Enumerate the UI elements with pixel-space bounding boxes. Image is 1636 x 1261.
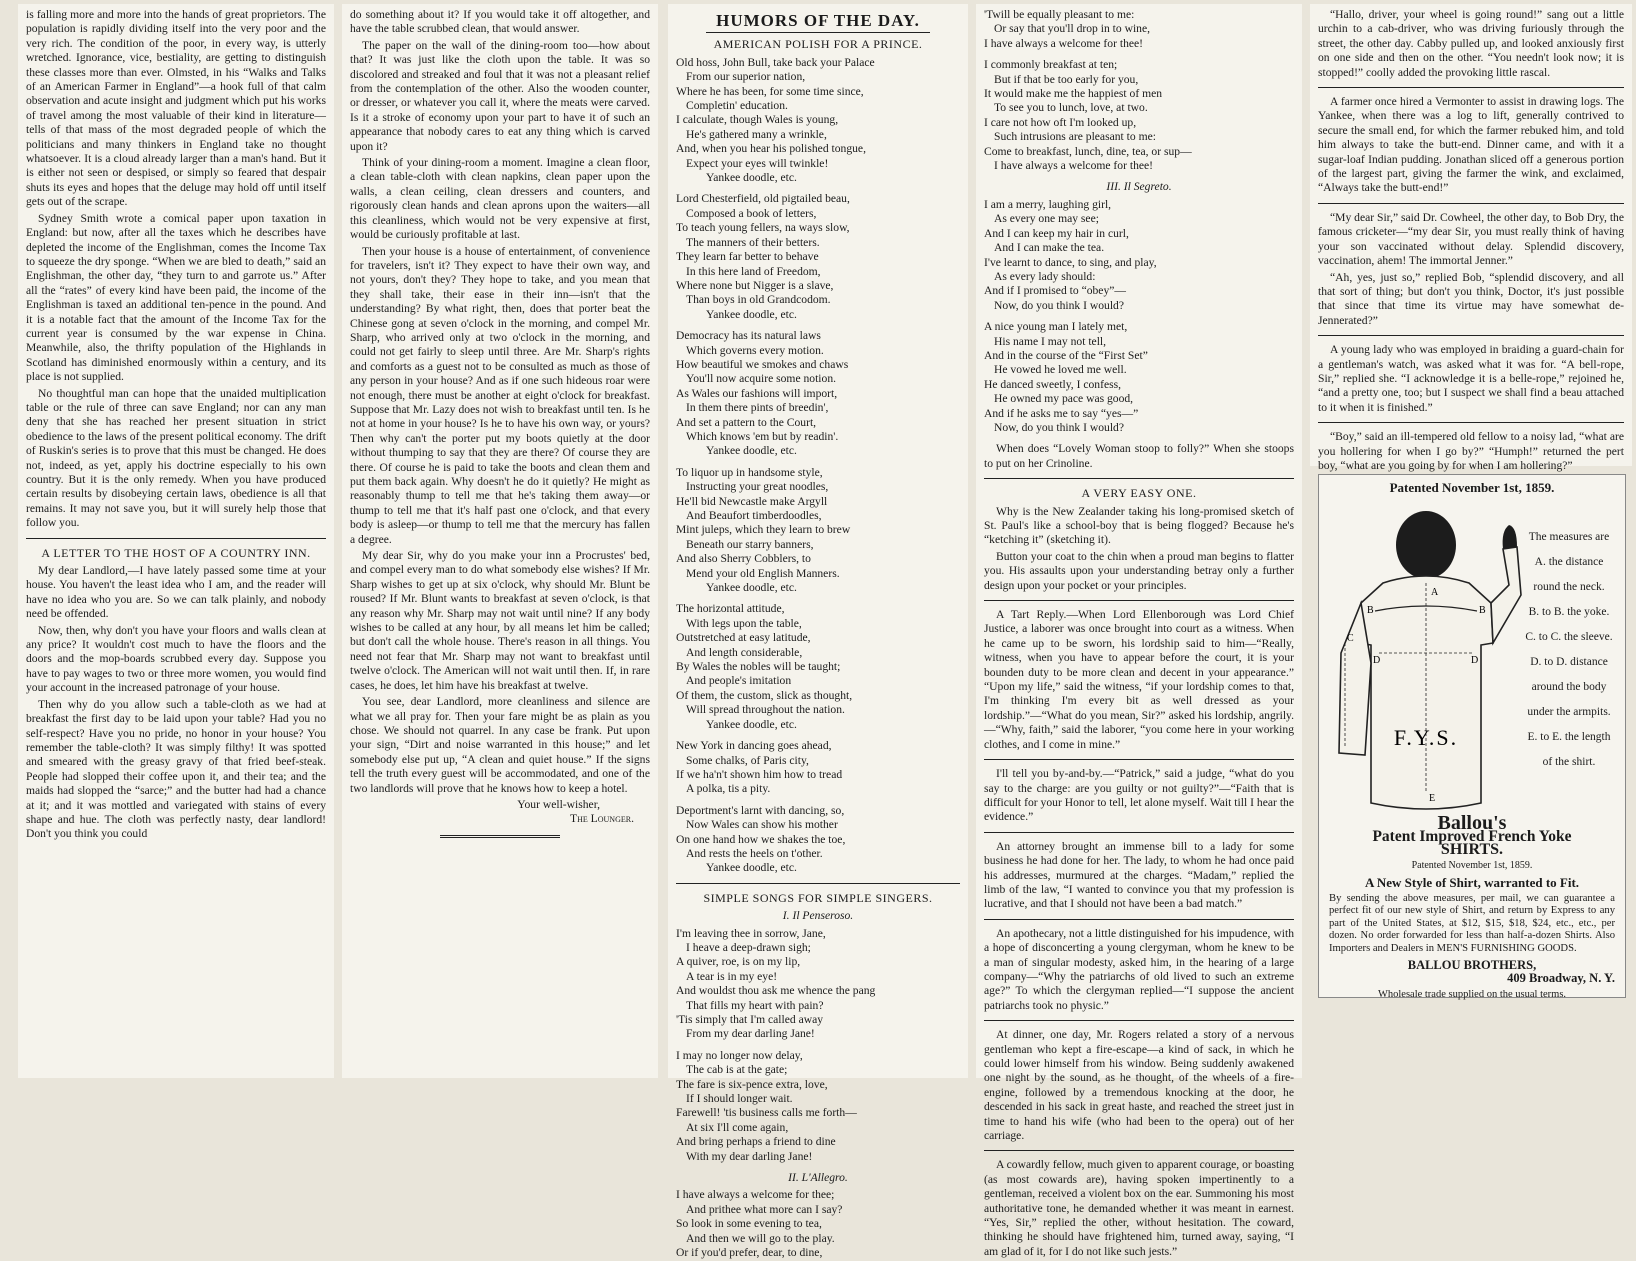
- ad-patent-small: Patented November 1st, 1859.: [1411, 860, 1533, 871]
- poem-line: Now Wales can show his mother: [686, 818, 838, 832]
- poem-line: The horizontal attitude,: [676, 602, 785, 616]
- poem-line: And length considerable,: [686, 645, 803, 659]
- ad-company: BALLOU BROTHERS,: [1407, 958, 1537, 973]
- poem-line: The manners of their betters.: [686, 235, 820, 249]
- poem-line: To see you to lunch, love, at two.: [994, 101, 1148, 115]
- stanza: [984, 58, 1294, 173]
- poem-line: Mint juleps, which they learn to brew: [676, 523, 851, 537]
- divider: [440, 835, 560, 838]
- poem-line: With legs upon the table,: [686, 616, 802, 630]
- poem-line: And rests the heels on t'other.: [686, 846, 823, 860]
- article-heading: A VERY EASY ONE.: [1081, 486, 1197, 501]
- poem-line: A tear is in my eye!: [686, 969, 778, 983]
- poem-line: And bring perhaps a friend to dine: [676, 1135, 836, 1149]
- song-subtitle: II. L'Allegro.: [788, 1171, 848, 1185]
- poem-line: With my dear darling Jane!: [686, 1149, 813, 1163]
- stanza: [676, 466, 960, 596]
- stanza: [676, 56, 960, 186]
- poem-stanzas: [676, 1188, 960, 1260]
- paragraph: My dear Landlord,—I have lately passed some time at your house. You haven't the least idea who I am, and the reader will have no idea who you are. So we can talk plainly, and nobody need be offended.: [26, 564, 326, 621]
- divider: [984, 478, 1294, 479]
- paragraph: Button your coat to the chin when a proud man begins to flatter you. His assaults upon your understanding betray only a further design upon your pocket or your principles.: [984, 549, 1294, 592]
- poem-line: And also Sherry Cobblers, to: [676, 552, 811, 566]
- poem-line: Such intrusions are pleasant to me:: [994, 130, 1156, 144]
- poem-line: The cab is at the gate;: [686, 1063, 788, 1077]
- poem-line: I may no longer now delay,: [676, 1048, 803, 1062]
- poem-line: Democracy has its natural laws: [676, 329, 821, 343]
- poem-line: He owned my pace was good,: [994, 392, 1134, 406]
- paragraph: You see, dear Landlord, more cleanliness and silence are what we all pray for. Then your fare might be as plain as you chose. We should not quarrel. In any case be frank. Put upon your sign, “Dirt and noise warranted in this house;” and let somebody else put up, “A clean and quiet house.” If the signs tell the truth every guest will be accommodated, and one of the two landlords will prove that he knows how to keep a hotel.: [350, 695, 650, 795]
- paragraph: A young lady who was employed in braiding a guard-chain for a gentleman's watch, was asked what it was for. “A bell-rope, Sir,” replied she. “I acknowledge it is a belle-rope,” rejoined he, “and a pretty one, too; but I suspect we shall find a beau attached to it when it is finished.”: [1318, 343, 1624, 414]
- divider: [984, 600, 1294, 601]
- poem-line: Yankee doodle, etc.: [706, 581, 797, 595]
- ad-wholesale: Wholesale trade supplied on the usual terms.: [1377, 989, 1567, 1001]
- poem-line: And Beaufort timberdoodles,: [686, 509, 822, 522]
- poem-line: I calculate, though Wales is young,: [676, 113, 839, 127]
- poem-line: He danced sweetly, I confess,: [984, 377, 1122, 391]
- poem-line: Old hoss, John Bull, take back your Palace: [676, 55, 875, 69]
- divider: [984, 919, 1294, 920]
- measure-line: The measures are: [1528, 531, 1610, 543]
- shirt-letter-c: C: [1347, 633, 1354, 644]
- poem-line: They learn far better to behave: [676, 250, 819, 264]
- poem-line: Or say that you'll drop in to wine,: [994, 22, 1151, 36]
- stanza: [984, 8, 1294, 51]
- poem-line: Where none but Nigger is a slave,: [676, 278, 834, 292]
- poem-line: I heave a deep-drawn sigh;: [686, 940, 811, 954]
- poem-line: I commonly breakfast at ten;: [984, 58, 1118, 72]
- poem-line: And, when you hear his polished tongue,: [676, 142, 866, 156]
- closing: Your well-wisher,: [517, 797, 600, 811]
- poem-line: And wouldst thou ask me whence the pang: [676, 984, 876, 998]
- stanza: [676, 739, 960, 797]
- poem-line: Of them, the custom, slick as thought,: [676, 688, 853, 702]
- poem-line: Or if you'd prefer, dear, to dine,: [676, 1246, 823, 1260]
- poem-line: If we ha'n't shown him how to tread: [676, 767, 843, 781]
- poem-line: Some chalks, of Paris city,: [686, 753, 809, 767]
- column-1: [18, 4, 334, 1078]
- poem-line: I have always a welcome for thee!: [994, 159, 1154, 173]
- ad-patent-date: Patented November 1st, 1859.: [1389, 480, 1555, 495]
- poem-line: Yankee doodle, etc.: [706, 307, 797, 321]
- poem-line: I've learnt to dance, to sing, and play,: [984, 255, 1157, 269]
- poem-line: That fills my heart with pain?: [686, 998, 824, 1012]
- poem-line: Will spread throughout the nation.: [686, 703, 845, 717]
- poem-line: And if I promised to “obey”—: [984, 284, 1126, 298]
- poem-line: He'll bid Newcastle make Argyll: [676, 494, 828, 508]
- poem-line: On one hand how we shakes the toe,: [676, 832, 846, 846]
- paragraph: A cowardly fellow, much given to apparent courage, or boasting (as most cowards are), having spoken impertinently to a gentleman, received a violent box on the ear. Summoning his most authoritative tone, he demanded whether it was meant in earnest. “Yes, Sir,” replied the other, without hesitation. The coward, thinking he should have frightened him, turned away, saying, “I am glad of it, for I do not like such jests.”: [984, 1158, 1294, 1258]
- poem-line: Completin' education.: [686, 99, 788, 113]
- measure-line: D. to D. distance: [1530, 656, 1608, 668]
- poem-line: And if he asks me to say “yes—”: [984, 406, 1139, 420]
- poem-line: If I should longer wait.: [686, 1092, 793, 1106]
- poem-line: Yankee doodle, etc.: [706, 861, 797, 875]
- poem-line: To teach young fellers, na ways slow,: [676, 221, 850, 235]
- poem-line: As every one may see;: [994, 212, 1099, 226]
- poem-line: A nice young man I lately met,: [984, 320, 1128, 334]
- divider: [984, 1020, 1294, 1021]
- paragraph: I'll tell you by-and-by.—“Patrick,” said a judge, “what do you say to the charge: are you guilty or not guilty?”—“Faith that is difficult for your Honor to tell, let alone myself. Wait till I hear the evidence.”: [984, 767, 1294, 824]
- paragraph: “Hallo, driver, your wheel is going round!” sang out a little urchin to a cab-driver, who was driving furiously through the street, the other day. Cabby pulled up, and looked anxiously first on one side and then on the other. “You needn't look now; it is stopped!” coolly added the provoking little rascal.: [1318, 8, 1624, 79]
- stanza: [676, 1049, 960, 1164]
- poem-line: His name I may not tell,: [994, 334, 1107, 348]
- divider: [1318, 422, 1624, 423]
- song-subtitle: I. Il Penseroso.: [782, 909, 854, 923]
- poem-line: I am a merry, laughing girl,: [984, 197, 1112, 211]
- poem-line: As Wales our fashions will import,: [676, 386, 838, 400]
- poem-line: You'll now acquire some notion.: [686, 372, 837, 386]
- poem-line: I have always a welcome for thee;: [676, 1188, 835, 1202]
- stanza: [676, 602, 960, 732]
- poem-line: I have always a welcome for thee!: [984, 36, 1144, 50]
- poem-line: Composed a book of letters,: [686, 206, 817, 220]
- paragraph: No thoughtful man can hope that the unaided multiplication table or the rule of three can save England; nor can any man deny that she has reached her present situation in strict obedience to the laws of the present political economy. The drift of Ruskin's series is to prove that this must be changed. He does not, indeed, as yet, apply his doctrine especially to his own country. But it is the only remedy. When you have produced certain results by disobeying certain laws, obedience is all that remains. It may not save you, but it will surely help those that follow you.: [26, 386, 326, 530]
- poem-line: But if that be too early for you,: [994, 72, 1139, 86]
- shirt-letter-b: B: [1367, 605, 1374, 616]
- paragraph: Then your house is a house of entertainment, of convenience for travelers, isn't it? They expect to have their own way, and not yours, don't they? They hope to take, and you mean that they shall take, their ease in their inn—isn't that the understanding? By what right, then, does that porter beat the Chinese gong at seven o'clock in the morning, and compel Mr. Sharp, who arrived only at two o'clock in the morning, and could not get fairly to sleep until three. Are Mr. Sharp's rights and comforts as a guest not to be consulted as much as those of any person in your house? And as if one such hideous roar were not enough, there must be another at eight o'clock for breakfast. Suppose that Mr. Lazy does not wish to breakfast until ten. Is he not at home in your house? Is he to have his own way, or yours? Then why can't the porter put my boots quietly at the door without thumping to say that they are there? Of course they are there. Of course he is paid to take the boots and clean them and put them back again. Why doesn't he do it quietly? He might as reasonably thump to tell me that he's taking them away—or thump to tell me that it's half past one o'clock, and that every body is asleep—or thump to tell me that the mercury has fallen a degree.: [350, 244, 650, 546]
- signature: The Lounger.: [570, 812, 634, 826]
- paragraph: Think of your dining-room a moment. Imagine a clean floor, a clean table-cloth with clean napkins, clean paper upon the walls, a clean ceiling, clean dressers and counters, and rigorously clean hands and clean aprons upon the waiters—all this cleanliness, which would not be very expensive at first, would be curiously profitable at last.: [350, 156, 650, 242]
- paragraph: “My dear Sir,” said Dr. Cowheel, the other day, to Bob Dry, the famous cricketer—“my dear Sir, you must really think of having your son vaccinated without delay. Splendid discovery, vaccination, ahem! The immortal Jenner.”: [1318, 210, 1624, 268]
- paragraph: “Ah, yes, just so,” replied Bob, “splendid discovery, and all that sort of thing; but don't you think, Doctor, it's just possible that since that time its virtue may have somewhat de-Jennerated?”: [1318, 270, 1624, 327]
- divider: [676, 883, 960, 884]
- measure-line: E. to E. the length: [1527, 731, 1611, 743]
- shirt-letter-e: E: [1429, 793, 1436, 804]
- poem-stanzas: [676, 56, 960, 876]
- poem-line: To liquor up in handsome style,: [676, 465, 823, 479]
- poem-line: Farewell! 'tis business calls me forth—: [676, 1106, 857, 1120]
- poem-line: The fare is six-pence extra, love,: [676, 1077, 828, 1091]
- shirt-letter-a: A: [1431, 587, 1439, 598]
- measure-line: under the armpits.: [1527, 706, 1611, 718]
- paragraph: An attorney brought an immense bill to a lady for some business he had done for her. The lady, to whom he had once paid his addresses, murmured at the charges. “Madam,” replied the limb of the law, “I wanted to convince you that my profession is lucrative, and that I should not have been a bad match.”: [984, 839, 1294, 911]
- divider: [1318, 203, 1624, 204]
- article-heading: A LETTER TO THE HOST OF A COUNTRY INN.: [41, 545, 311, 560]
- ad-brand-block: [1329, 812, 1615, 1001]
- measure-line: around the body: [1531, 681, 1607, 693]
- poem-line: And I can keep my hair in curl,: [984, 226, 1129, 240]
- section-masthead: HUMORS OF THE DAY.: [716, 11, 920, 30]
- shirt-advertisement: [1318, 474, 1626, 1001]
- poem-line: I care not how oft I'm looked up,: [984, 115, 1137, 129]
- column-3: [668, 4, 968, 1260]
- divider: [984, 1150, 1294, 1151]
- stanza: [676, 329, 960, 459]
- stanza: [676, 192, 960, 322]
- stanza: [676, 804, 960, 876]
- divider: [26, 538, 326, 539]
- poem-stanzas: [984, 198, 1294, 313]
- poem-line: Which governs every motion.: [686, 343, 824, 357]
- paragraph: Then why do you allow such a table-cloth as we had at breakfast the first day to be laid upon your table? Had you no self-respect? Have you no pride, no honor in your house? You remember the table-cloth? It was simply filthy! It was spotted and smeared with the greasy gravy of that fried beef-steak. People had slopped their coffee upon it, and their tea; and the maids had slopped the “sarce;” and the butter had had a chance at it; and it was mottled and variegated with stains of every shape and hue. The cloth was perfectly nasty, dear landlord! Don't you think you could: [26, 697, 326, 841]
- product-name: SHIRTS.: [1440, 841, 1504, 858]
- stanza: [984, 320, 1294, 435]
- brand-name: Ballou's: [1437, 812, 1507, 834]
- poem-stanzas: [676, 927, 960, 1165]
- poem-line: From our superior nation,: [686, 70, 806, 84]
- poem-line: Yankee doodle, etc.: [706, 717, 797, 731]
- paragraph: My dear Sir, why do you make your inn a Procrustes' bed, and compel every man to do what somebody else wishes? If Mr. Sharp wishes to get up at six o'clock, why should Mr. Blunt be roused? If Mr. Blunt wants to breakfast at seven o'clock, is that any reason why Mr. Sharp may not wait until nine? If any body wishes to be called at any hour, by all means let him be called; but don't call the whole house. There's reason in all things. You need not fear that Mr. Sharp may not want to breakfast until twelve o'clock. The American will not wait until then. If, in rare cases, he does, let him have his breakfast at twelve.: [350, 549, 650, 692]
- measure-line: round the neck.: [1533, 581, 1605, 593]
- poem-line: And then we will go to the play.: [686, 1231, 835, 1245]
- poem-line: And set a pattern to the Court,: [676, 415, 817, 429]
- divider: [1318, 87, 1624, 88]
- paragraph: When does “Lovely Woman stoop to folly?” When she stoops to put on her Crinoline.: [984, 442, 1294, 470]
- poem-line: In this here land of Freedom,: [686, 264, 821, 278]
- poem-line: And prithee what more can I say?: [686, 1202, 843, 1216]
- shirt-monogram: F.Y.S.: [1393, 725, 1459, 750]
- article-heading: AMERICAN POLISH FOR A PRINCE.: [713, 37, 923, 52]
- paragraph: do something about it? If you would take it off altogether, and have the table scrubbed clean, that would answer.: [350, 8, 650, 36]
- poem-line: Now, do you think I would?: [994, 298, 1124, 312]
- poem-line: In them there pints of breedin',: [686, 401, 829, 415]
- poem-line: 'Tis simply that I'm called away: [676, 1013, 824, 1026]
- poem-line: By Wales the nobles will be taught;: [676, 660, 841, 674]
- measure-line: B. to B. the yoke.: [1528, 606, 1610, 618]
- poem-line: As every lady should:: [994, 269, 1096, 283]
- poem-line: Instructing your great noodles,: [686, 480, 829, 494]
- poem-stanzas: [984, 320, 1294, 435]
- ad-address: 409 Broadway, N. Y.: [1507, 971, 1615, 986]
- poem-line: Outstretched at easy latitude,: [676, 631, 811, 645]
- paragraph: Now, then, why don't you have your floors and walls clean at any price? It wouldn't cost much to have the floors and the doors and the mop-boards scrubbed every day. Suppose you have to pay wages to two or three more women, you would find your account in the increased patronage of your house.: [26, 623, 326, 695]
- paragraph: is falling more and more into the hands of great proprietors. The population is rapidly dividing itself into the very poor and the very rich. The condition of the poor, in every way, is utterly wretched. Ignorance, vice, bestiality, are getting to distinguish these classes more than ever. Olmsted, in his “Walks and Talks of an American Farmer in England”—a hook full of that calm observation and acute insight and judgment which put his works of travel among the most valuable of their kind in literature—tells of that mass of the most degraded people of which the politicians and many thinkers in England take no thought whatsoever. It is a cloud already larger than a man's hand. But it is either not seen or despised, or simply so feared that despair shuts its eyes and hopes that the deluge may hold off until itself gets out of the scrape.: [26, 8, 326, 209]
- poem-line: It would make me the happiest of men: [984, 87, 1163, 101]
- poem-line: I'm leaving thee in sorrow, Jane,: [676, 926, 826, 940]
- stanza: [984, 198, 1294, 313]
- paragraph: Why is the New Zealander taking his long-promised sketch of St. Paul's like a school-boy that is being flogged? Because he's “ketching it” (sketching it).: [984, 504, 1294, 547]
- poem-line: Come to breakfast, lunch, dine, tea, or sup—: [984, 144, 1192, 158]
- brand-subtitle: Patent Improved French Yoke: [1372, 828, 1572, 845]
- column-2: [342, 4, 658, 1078]
- divider: [984, 759, 1294, 760]
- paragraph: A Tart Reply.—When Lord Ellenborough was Lord Chief Justice, a laborer was once brought into court as a witness. When he came up to be sworn, his lordship said to him—“Really, witness, when you have to appear before the court, it is your bounden duty to be more clean and decent in your appearance.” “Upon my life,” said the witness, “if your lordship comes to that, I'm thinking I'm every bit as well dressed as your lordship.”—“What do you mean, Sir?” asked his lordship, angrily.—“Why, faith,” said the laborer, “you come here in your working clothes, and I come in mine.”: [984, 608, 1294, 751]
- shirt-illustration: [1331, 503, 1521, 813]
- poem-line: Lord Chesterfield, old pigtailed beau,: [676, 192, 850, 206]
- divider: [984, 832, 1294, 833]
- poem-line: Where he has been, for some time since,: [676, 84, 864, 98]
- poem-line: And people's imitation: [686, 674, 792, 688]
- poem-line: Yankee doodle, etc.: [706, 171, 797, 185]
- poem-line: 'Twill be equally pleasant to me:: [984, 8, 1135, 21]
- poem-line: He's gathered many a wrinkle,: [686, 127, 827, 141]
- shirt-letter-d: D: [1471, 655, 1479, 666]
- article-heading: SIMPLE SONGS FOR SIMPLE SINGERS.: [703, 890, 933, 905]
- poem-line: Mend your old English Manners.: [686, 566, 840, 580]
- poem-line: Yankee doodle, etc.: [706, 444, 797, 458]
- poem-line: Now, do you think I would?: [994, 420, 1124, 434]
- ad-body: By sending the above measures, per mail, we can guarantee a perfect fit of our new style of Shirt, and return by Express to any part of the United States, at $12, $15, $18, $24, etc., etc., per dozen. No order forwarded for less than half-a-dozen Shirts. Also Importers and Dealers in MEN'S FURNISHING GOODS.: [1329, 893, 1615, 954]
- measure-line: of the shirt.: [1542, 756, 1596, 768]
- divider: [1318, 335, 1624, 336]
- poem-line: Than boys in old Grandcodom.: [686, 293, 831, 307]
- poem-line: Expect your eyes will twinkle!: [686, 156, 829, 170]
- paragraph: At dinner, one day, Mr. Rogers related a story of a nervous gentleman who kept a fire-escape—a kind of sack, in which he could lower himself from his window. Being suddenly awakened one night by the sound, as he thought, of the wheels of a fire-engine, followed by a tremendous knocking at the door, he descended in his sack in great haste, and reached the street just in time to hand his wife (who had been to the opera) out of her carriage.: [984, 1028, 1294, 1143]
- poem-line: New York in dancing goes ahead,: [676, 739, 832, 753]
- column-4: [976, 4, 1302, 1258]
- poem-line: How beautiful we smokes and chaws: [676, 357, 849, 371]
- poem-line: Beneath our starry banners,: [686, 537, 814, 551]
- poem-stanzas: [984, 58, 1294, 173]
- poem-stanzas: [984, 8, 1294, 51]
- stanza: [676, 1188, 960, 1260]
- divider: [706, 32, 930, 33]
- poem-line: So look in some evening to tea,: [676, 1217, 822, 1231]
- shirt-letter-b: B: [1479, 605, 1486, 616]
- poem-line: A quiver, roe, is on my lip,: [676, 955, 801, 969]
- poem-line: Deportment's larnt with dancing, so,: [676, 803, 845, 817]
- measure-line: C. to C. the sleeve.: [1525, 631, 1613, 643]
- paragraph: “Boy,” said an ill-tempered old fellow to a noisy lad, “what are you hollering for when I go by?” “Humph!” returned the pert boy, “what are you going by for when I am hollering?”: [1318, 430, 1624, 472]
- poem-line: He vowed he loved me well.: [994, 363, 1127, 377]
- poem-line: And in the course of the “First Set”: [984, 348, 1148, 362]
- paragraph: The paper on the wall of the dining-room too—how about that? It was just like the cloth upon the table. It was so discolored and streaked and foul that it was not a pleasant relief from the contemplation of the other. Also the wooden counter, or dresser, or whatever you call it, where the meats were carved. Is it a stroke of economy upon your part to have it of such an appearance that nobody cares to eat any thing which is carved upon it?: [350, 38, 650, 153]
- song-subtitle: III. Il Segreto.: [1106, 180, 1172, 194]
- poem-line: Which knows 'em but by readin'.: [686, 429, 839, 443]
- paragraph: A farmer once hired a Vermonter to assist in drawing logs. The Yankee, when there was a log to lift, generally contrived to secure the small end, for which the farmer rebuked him, and told him always to take the butt-end. Dinner came, and with it a sugar-loaf Indian pudding. Jonathan sliced off a generous portion of the largest part, giving the farmer the wink, and exclaimed, “Always take the butt-end!”: [1318, 95, 1624, 195]
- paragraph: Sydney Smith wrote a comical paper upon taxation in England: but now, after all the taxes which he describes have depleted the income of the Englishman, comes the Income Tax to squeeze the dry sponge. “When we are bled to death,” said an Englishman, the other day, “they turn to and garrote us.” After all the “rates” of every kind have been paid, the income of the Englishman is taxed an additional ten-pence in the pound. And it is a notable fact that the amount of the Income Tax for the current year is consumed by the war expense in China. Meanwhile, also, the thrifty population of the Highlands in Scotland has diminished enormously within a century, and its place is not supplied.: [26, 211, 326, 384]
- shirt-letter-d: D: [1373, 655, 1381, 666]
- column-5: [1310, 4, 1632, 472]
- poem-line: At six I'll come again,: [686, 1120, 789, 1134]
- stanza: [676, 927, 960, 1042]
- poem-line: And I can make the tea.: [994, 241, 1105, 255]
- measure-line: A. the distance: [1534, 556, 1604, 568]
- poem-line: From my dear darling Jane!: [686, 1027, 815, 1041]
- paragraph: An apothecary, not a little distinguished for his impudence, with a hope of disconcerting a young clergyman, whom he knew to be a man of singular modesty, asked him, in the hearing of a large company—“Why the patriarchs of old lived to such an extreme age?” To which the clergyman replied—“I suppose the ancient patriarchs took no physic.”: [984, 926, 1294, 1012]
- ad-tagline: A New Style of Shirt, warranted to Fit.: [1364, 875, 1580, 890]
- measure-list: [1519, 525, 1619, 775]
- poem-line: A polka, tis a pity.: [686, 782, 771, 796]
